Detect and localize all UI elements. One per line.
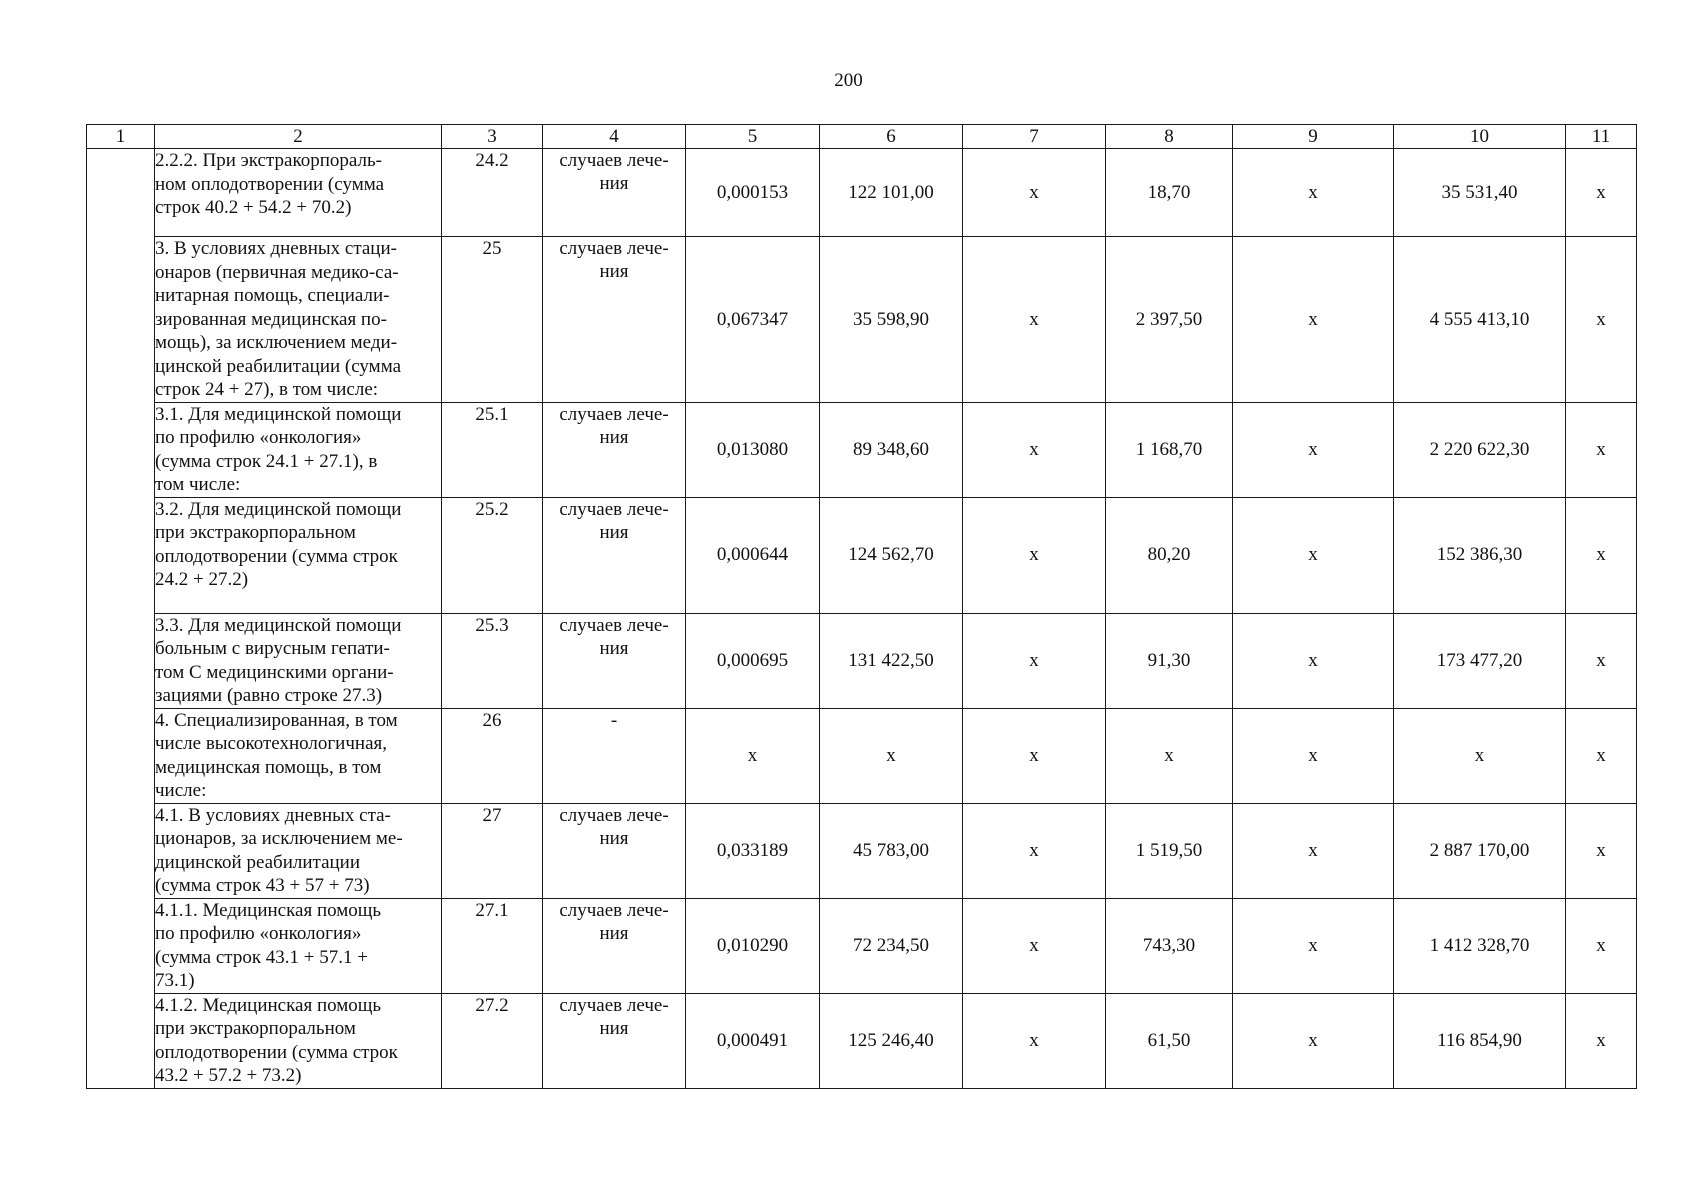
row-value-cell: [820, 803, 963, 898]
row-value-cell: [963, 898, 1106, 993]
row-value-cell-text: 743,30: [1142, 934, 1196, 956]
row-value-cell-text: х: [1308, 744, 1318, 766]
row-code-cell-text: 25.3: [475, 614, 509, 636]
row-name-cell: [155, 708, 442, 803]
row-value-cell: [1233, 237, 1394, 403]
row-name-cell-text: 4.1.2. Медицинская помощь при экстракорпоральном оплодотворении (сумма строк 43.2 + 57.2 + 73.2): [155, 994, 398, 1086]
row-value-cell: [1233, 898, 1394, 993]
row-value-cell-text: х: [1029, 308, 1039, 330]
row-value-cell: [686, 497, 820, 613]
header-cell: 2: [155, 125, 442, 149]
row-value-cell-text: 124 562,70: [848, 544, 934, 566]
header-cell: 7: [963, 125, 1106, 149]
row-name-cell: [155, 803, 442, 898]
row-value-cell: [1233, 613, 1394, 708]
row-value-cell-text: х: [1596, 181, 1606, 203]
row-code-cell: [442, 497, 543, 613]
row-value-cell-text: х: [1029, 649, 1039, 671]
row-value-cell-text: х: [747, 744, 758, 766]
row-value-cell-text: 72 234,50: [853, 934, 929, 956]
row-code-cell-text: 27.1: [475, 899, 509, 921]
row-value-cell-text: 2 220 622,30: [1429, 438, 1530, 460]
row-value-cell-text: 80,20: [1147, 544, 1191, 566]
row-value-cell: [1233, 993, 1394, 1088]
row-value-cell: [1394, 898, 1566, 993]
row-unit-cell: [543, 402, 686, 497]
row-value-cell: [963, 803, 1106, 898]
row-value-cell-text: 0,033189: [716, 839, 789, 861]
row-value-cell: [1394, 708, 1566, 803]
row-value-cell-text: 0,000695: [716, 649, 789, 671]
row-value-cell: [1106, 898, 1233, 993]
table-row: [87, 708, 1637, 803]
row-value-cell: [963, 708, 1106, 803]
row-name-cell-text: 4.1. В условиях дневных ста- ционаров, за исключением ме- дицинской реабилитации (сумма строк 43 + 57 + 73): [155, 804, 403, 896]
row-code-cell-text: 24.2: [475, 150, 509, 171]
row-value-cell: [686, 237, 820, 403]
row-value-cell-text: х: [1596, 839, 1606, 861]
row-value-cell: [963, 613, 1106, 708]
row-code-cell-text: 25.2: [475, 498, 509, 520]
row-value-cell: [1394, 497, 1566, 613]
row-unit-cell: [543, 237, 686, 403]
row-value-cell-text: 1 168,70: [1135, 438, 1203, 460]
row-name-cell-text: 2.2.2. При экстракорпораль- ном оплодотворении (сумма строк 40.2 + 54.2 + 70.2): [155, 150, 385, 218]
row-value-cell: [820, 497, 963, 613]
table-row: [87, 803, 1637, 898]
row-value-cell: [1106, 149, 1233, 237]
row-value-cell-text: х: [886, 744, 896, 766]
row-code-cell-text: 25: [482, 238, 502, 259]
row-name-cell: [155, 402, 442, 497]
header-cell: 10: [1394, 125, 1566, 149]
row-value-cell: [963, 497, 1106, 613]
row-value-cell: [963, 149, 1106, 237]
row-value-cell-text: 45 783,00: [853, 839, 929, 861]
row-value-cell-text: 0,010290: [716, 934, 789, 956]
row-group-cell: [87, 149, 155, 1089]
row-value-cell: [1233, 149, 1394, 237]
row-value-cell-text: х: [1164, 744, 1174, 766]
row-value-cell-text: 2 397,50: [1135, 308, 1203, 330]
row-code-cell-text: 27.2: [475, 994, 509, 1016]
row-value-cell: [820, 708, 963, 803]
row-value-cell-text: х: [1596, 934, 1606, 956]
header-cell: 5: [686, 125, 820, 149]
row-value-cell: [1394, 402, 1566, 497]
row-value-cell-text: 61,50: [1147, 1029, 1191, 1051]
row-value-cell: [1566, 898, 1637, 993]
row-value-cell: [820, 613, 963, 708]
row-value-cell: [1233, 708, 1394, 803]
row-value-cell-text: х: [1596, 308, 1606, 330]
table-row: [87, 613, 1637, 708]
header-cell: 3: [442, 125, 543, 149]
row-value-cell: [686, 613, 820, 708]
row-value-cell: [686, 149, 820, 237]
row-value-cell: [820, 149, 963, 237]
row-unit-cell-text: случаев лече- ния: [559, 614, 669, 659]
row-code-cell: [442, 613, 543, 708]
row-value-cell: [963, 993, 1106, 1088]
row-value-cell-text: 0,000491: [716, 1029, 789, 1051]
row-name-cell-text: 3.3. Для медицинской помощи больным с вирусным гепати- том С медицинскими органи- зациями (равно строке 27.3): [155, 614, 402, 706]
row-code-cell: [442, 237, 543, 403]
row-value-cell: [1566, 237, 1637, 403]
row-value-cell-text: х: [1308, 544, 1318, 566]
row-value-cell-text: х: [1029, 1029, 1039, 1051]
row-value-cell-text: 1 519,50: [1135, 839, 1203, 861]
row-name-cell: [155, 237, 442, 403]
row-value-cell-text: 0,067347: [716, 308, 789, 330]
header-row: [87, 125, 1637, 149]
row-value-cell: [1566, 803, 1637, 898]
row-unit-cell: [543, 803, 686, 898]
row-value-cell: [1106, 708, 1233, 803]
row-value-cell-text: х: [1308, 1029, 1318, 1051]
row-value-cell: [1566, 613, 1637, 708]
row-value-cell-text: х: [1308, 839, 1318, 861]
row-value-cell-text: 152 386,30: [1436, 544, 1523, 566]
row-value-cell-text: 18,70: [1147, 181, 1191, 203]
data-table: [86, 124, 1637, 1089]
row-value-cell-text: х: [1308, 308, 1318, 330]
row-value-cell-text: х: [1029, 839, 1039, 861]
row-code-cell: [442, 149, 543, 237]
header-cell: 8: [1106, 125, 1233, 149]
row-value-cell: [1566, 402, 1637, 497]
row-value-cell-text: х: [1029, 438, 1039, 460]
row-name-cell: [155, 613, 442, 708]
row-unit-cell-text: случаев лече- ния: [559, 498, 669, 543]
row-value-cell: [1394, 237, 1566, 403]
row-value-cell: [1106, 613, 1233, 708]
row-value-cell: [1566, 708, 1637, 803]
row-value-cell: [820, 237, 963, 403]
row-name-cell: [155, 993, 442, 1088]
table-row: [87, 993, 1637, 1088]
row-code-cell: [442, 993, 543, 1088]
row-value-cell-text: 2 887 170,00: [1429, 839, 1530, 861]
row-name-cell-text: 3.2. Для медицинской помощи при экстракорпоральном оплодотворении (сумма строк 24.2 + 27.2): [155, 498, 402, 590]
row-name-cell: [155, 898, 442, 993]
row-value-cell-text: 1 412 328,70: [1429, 934, 1530, 956]
row-value-cell: [1106, 402, 1233, 497]
row-value-cell: [963, 237, 1106, 403]
row-code-cell: [442, 803, 543, 898]
row-unit-cell-text: случаев лече- ния: [559, 994, 669, 1039]
row-value-cell: [963, 402, 1106, 497]
row-value-cell: [686, 898, 820, 993]
row-value-cell-text: 0,000153: [716, 181, 789, 203]
row-value-cell-text: х: [1596, 438, 1606, 460]
row-value-cell: [1106, 497, 1233, 613]
row-code-cell-text: 27: [482, 804, 502, 826]
row-value-cell-text: 35 531,40: [1441, 181, 1518, 203]
row-value-cell-text: х: [1308, 181, 1318, 203]
row-unit-cell-text: -: [610, 709, 618, 731]
row-value-cell-text: х: [1596, 544, 1606, 566]
row-value-cell-text: 35 598,90: [853, 308, 929, 330]
row-value-cell-text: 173 477,20: [1436, 649, 1523, 671]
row-unit-cell-text: случаев лече- ния: [559, 899, 669, 944]
row-value-cell: [1233, 803, 1394, 898]
row-value-cell: [1233, 497, 1394, 613]
row-value-cell-text: х: [1596, 1029, 1606, 1051]
row-unit-cell: [543, 149, 686, 237]
row-value-cell-text: 116 854,90: [1437, 1029, 1522, 1051]
row-value-cell-text: х: [1308, 934, 1318, 956]
row-name-cell-text: 4. Специализированная, в том числе высокотехнологичная, медицинская помощь, в том числе:: [155, 709, 398, 801]
row-value-cell-text: 125 246,40: [848, 1029, 934, 1051]
row-code-cell-text: 26: [482, 709, 502, 731]
row-value-cell-text: х: [1308, 649, 1318, 671]
row-name-cell: [155, 497, 442, 613]
row-unit-cell-text: случаев лече- ния: [559, 150, 669, 194]
row-value-cell-text: 0,013080: [716, 438, 789, 460]
row-value-cell-text: х: [1596, 649, 1606, 671]
table-body: [87, 149, 1637, 1089]
table-row: [87, 237, 1637, 403]
row-value-cell: [1106, 993, 1233, 1088]
row-value-cell-text: 4 555 413,10: [1429, 308, 1530, 330]
row-name-cell-text: 4.1.1. Медицинская помощь по профилю «онкология» (сумма строк 43.1 + 57.1 + 73.1): [155, 899, 382, 991]
row-value-cell: [820, 402, 963, 497]
row-value-cell-text: х: [1308, 438, 1318, 460]
row-unit-cell: [543, 708, 686, 803]
row-name-cell-text: 3.1. Для медицинской помощи по профилю «онкология» (сумма строк 24.1 + 27.1), в том числе:: [155, 403, 402, 495]
row-value-cell-text: х: [1029, 181, 1039, 203]
row-value-cell: [686, 993, 820, 1088]
row-value-cell: [1566, 149, 1637, 237]
row-value-cell: [1394, 149, 1566, 237]
row-unit-cell-text: случаев лече- ния: [559, 238, 669, 282]
row-value-cell: [1233, 402, 1394, 497]
row-value-cell-text: 122 101,00: [848, 181, 934, 203]
row-value-cell: [1394, 613, 1566, 708]
row-value-cell-text: х: [1474, 744, 1485, 766]
row-value-cell: [1106, 237, 1233, 403]
row-unit-cell-text: случаев лече- ния: [559, 403, 669, 448]
row-value-cell-text: 131 422,50: [848, 649, 934, 671]
row-value-cell-text: 0,000644: [716, 544, 789, 566]
header-cell: 9: [1233, 125, 1394, 149]
row-name-cell: [155, 149, 442, 237]
table-row: [87, 402, 1637, 497]
row-code-cell: [442, 402, 543, 497]
row-unit-cell: [543, 993, 686, 1088]
row-value-cell: [1566, 993, 1637, 1088]
row-code-cell: [442, 708, 543, 803]
row-code-cell-text: 25.1: [475, 403, 509, 425]
row-value-cell: [686, 402, 820, 497]
row-value-cell: [820, 898, 963, 993]
row-unit-cell: [543, 898, 686, 993]
table-row: [87, 898, 1637, 993]
row-unit-cell-text: случаев лече- ния: [559, 804, 669, 849]
row-value-cell: [1106, 803, 1233, 898]
row-value-cell-text: х: [1596, 744, 1606, 766]
row-value-cell: [686, 803, 820, 898]
row-value-cell: [686, 708, 820, 803]
header-cell: 11: [1566, 125, 1637, 149]
row-unit-cell: [543, 613, 686, 708]
row-value-cell: [1394, 993, 1566, 1088]
table-row: [87, 149, 1637, 237]
row-value-cell-text: х: [1029, 744, 1039, 766]
table-row: [87, 497, 1637, 613]
row-value-cell-text: х: [1029, 934, 1039, 956]
row-name-cell-text: 3. В условиях дневных стаци- онаров (первичная медико-са- нитарная помощь, специали- зированная медицинская по- мощь), за исключением меди- цинской реабилитации (сумма строк 24 + 27), в том числе:: [155, 238, 402, 400]
header-cell: 6: [820, 125, 963, 149]
row-value-cell: [820, 993, 963, 1088]
row-value-cell: [1566, 497, 1637, 613]
row-code-cell: [442, 898, 543, 993]
header-cell: 1: [87, 125, 155, 149]
row-value-cell: [1394, 803, 1566, 898]
row-value-cell-text: 91,30: [1147, 649, 1191, 671]
row-value-cell-text: 89 348,60: [853, 438, 929, 460]
row-unit-cell: [543, 497, 686, 613]
row-value-cell-text: х: [1029, 544, 1039, 566]
page-number: 200: [834, 70, 863, 91]
header-cell: 4: [543, 125, 686, 149]
